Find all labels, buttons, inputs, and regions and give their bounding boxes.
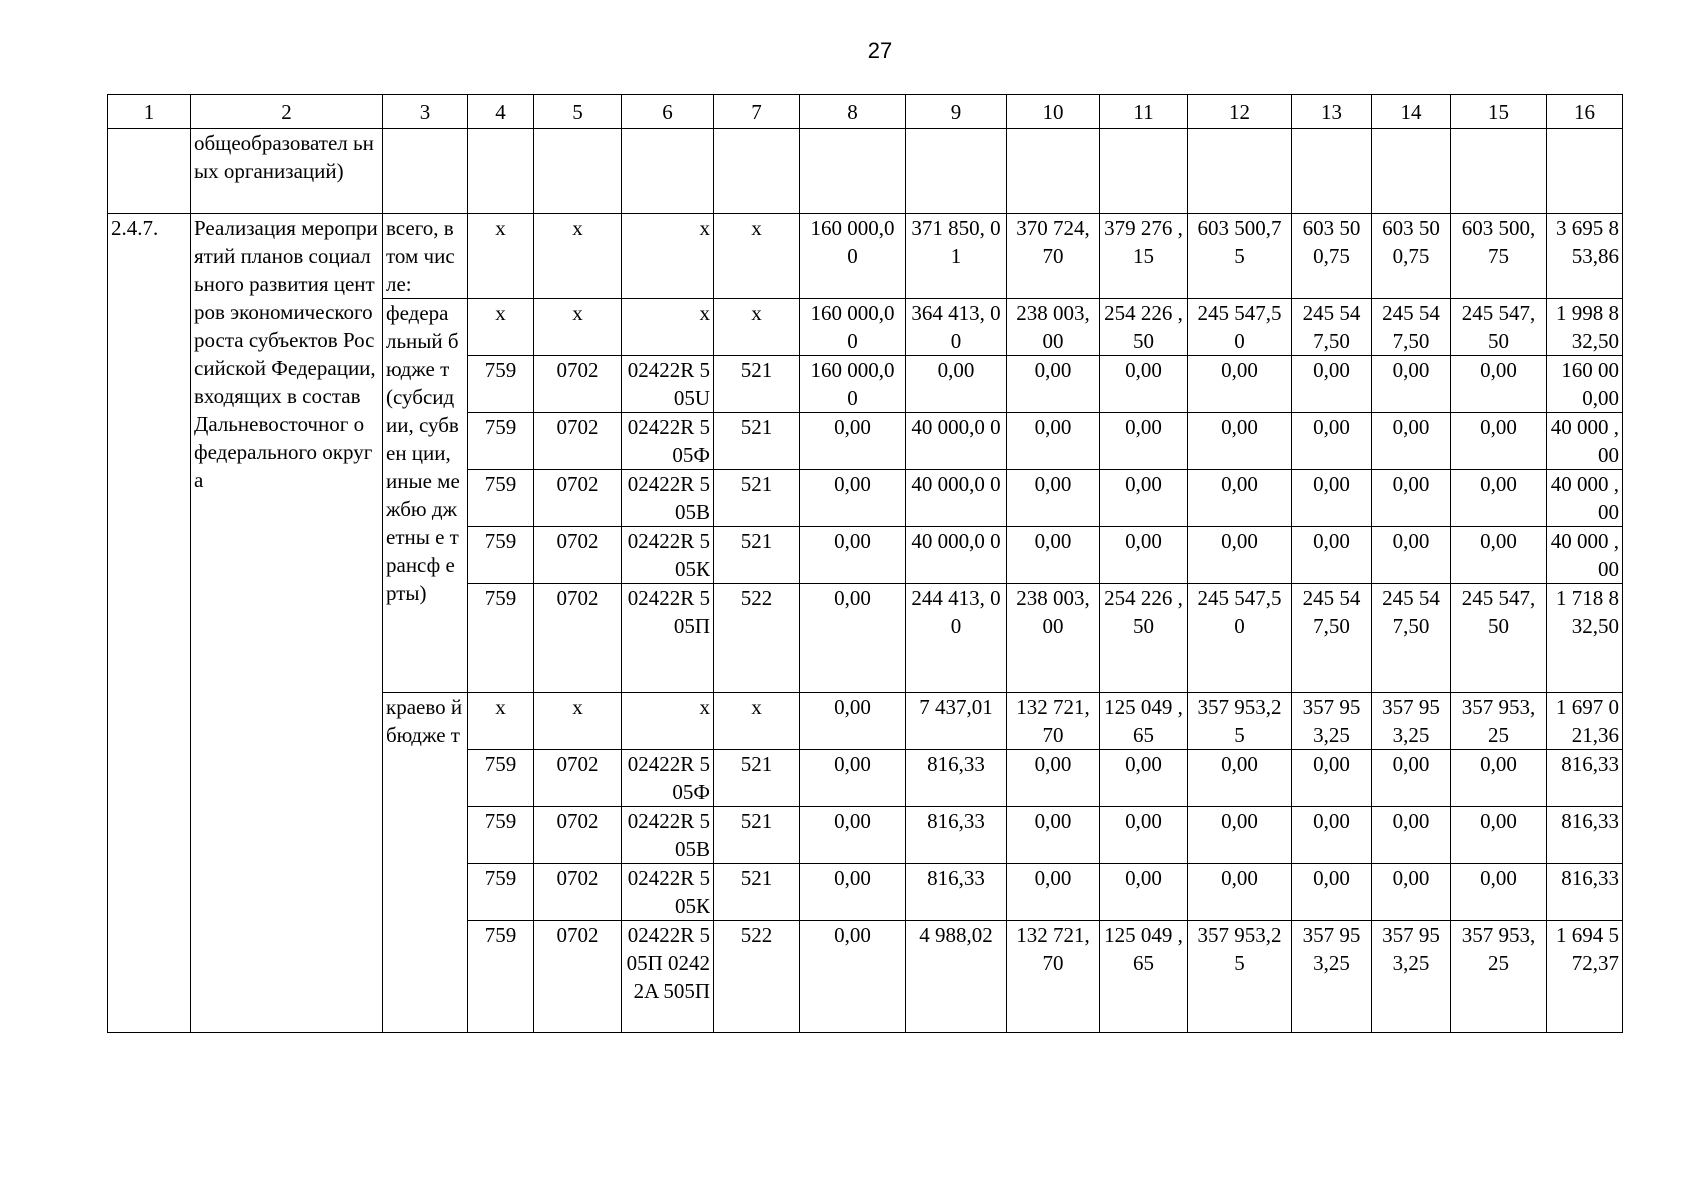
cell-col-8: 0,00 (800, 750, 906, 807)
cell-col-4: 759 (468, 356, 534, 413)
source-regional-cell: краево й бюдже т (383, 693, 468, 1033)
cell-col-5: 0702 (534, 413, 622, 470)
cell-col-4: 759 (468, 750, 534, 807)
cell-col-4: 759 (468, 864, 534, 921)
cell-col-9: 364 413, 00 (906, 299, 1007, 356)
cell-col-16: 160 00 0,00 (1547, 356, 1623, 413)
cell-col-4: x (468, 693, 534, 750)
cell-col-11: 0,00 (1100, 413, 1188, 470)
cell-col-13: 603 50 0,75 (1292, 214, 1372, 299)
cell-col-10: 0,00 (1007, 527, 1100, 584)
cell-col-12: 0,00 (1188, 807, 1292, 864)
cell-col-10: 0,00 (1007, 470, 1100, 527)
cell-col-15: 245 547, 50 (1451, 584, 1547, 693)
cell-col-16: 1 697 021,36 (1547, 693, 1623, 750)
header-cell: 16 (1547, 95, 1623, 129)
cell-col-8: 0,00 (800, 807, 906, 864)
table-cell (1292, 129, 1372, 214)
cell-col-10: 238 003, 00 (1007, 299, 1100, 356)
cell-col-7: x (714, 299, 800, 356)
cell-col-5: 0702 (534, 807, 622, 864)
cell-col-15: 357 953, 25 (1451, 693, 1547, 750)
table-cell (534, 129, 622, 214)
header-row (108, 95, 1623, 129)
table-cell (714, 129, 800, 214)
cell-col-6: 02422R 505В (622, 470, 714, 527)
budget-table (107, 94, 1623, 1033)
cell-col-7: 521 (714, 356, 800, 413)
cell-col-7: 521 (714, 864, 800, 921)
cell-col-8: 0,00 (800, 864, 906, 921)
table-cell (1372, 129, 1451, 214)
cell-col-4: x (468, 299, 534, 356)
table-cell (1100, 129, 1188, 214)
cell-col-9: 244 413, 00 (906, 584, 1007, 693)
cell-col-12: 0,00 (1188, 750, 1292, 807)
cell-col-7: 521 (714, 470, 800, 527)
cell-col-7: 521 (714, 750, 800, 807)
cell-col-5: 0702 (534, 356, 622, 413)
table-cell (108, 129, 191, 214)
cell-col-4: 759 (468, 584, 534, 693)
cell-col-4: 759 (468, 413, 534, 470)
cell-col-10: 0,00 (1007, 750, 1100, 807)
cell-col-11: 254 226 ,50 (1100, 584, 1188, 693)
cell-col-12: 357 953,2 5 (1188, 693, 1292, 750)
cell-col-12: 0,00 (1188, 527, 1292, 584)
cell-col-12: 245 547,5 0 (1188, 299, 1292, 356)
cell-col-14: 0,00 (1372, 470, 1451, 527)
cell-col-11: 0,00 (1100, 527, 1188, 584)
cell-col-14: 0,00 (1372, 864, 1451, 921)
cell-col-16: 40 000 ,00 (1547, 413, 1623, 470)
cell-col-6: x (622, 693, 714, 750)
cell-col-16: 1 694 572,37 (1547, 921, 1623, 1033)
cell-col-8: 160 000,0 0 (800, 356, 906, 413)
cell-col-6: 02422R 505П 02422A 505П (622, 921, 714, 1033)
cell-col-12: 0,00 (1188, 864, 1292, 921)
cell-col-15: 0,00 (1451, 413, 1547, 470)
header-cell: 3 (383, 95, 468, 129)
cell-col-15: 0,00 (1451, 527, 1547, 584)
cell-col-12: 0,00 (1188, 470, 1292, 527)
cell-col-16: 1 718 832,50 (1547, 584, 1623, 693)
table-cell (1007, 129, 1100, 214)
cell-col-6: 02422R 505Ф (622, 750, 714, 807)
cell-col-8: 160 000,0 0 (800, 214, 906, 299)
cell-col-13: 245 54 7,50 (1292, 584, 1372, 693)
cell-col-15: 0,00 (1451, 470, 1547, 527)
cell-col-16: 816,33 (1547, 864, 1623, 921)
header-cell: 11 (1100, 95, 1188, 129)
cell-col-10: 238 003, 00 (1007, 584, 1100, 693)
cell-col-10: 0,00 (1007, 864, 1100, 921)
cell-col-14: 0,00 (1372, 807, 1451, 864)
cell-col-11: 0,00 (1100, 807, 1188, 864)
cell-col-11: 125 049 ,65 (1100, 921, 1188, 1033)
cell-col-8: 0,00 (800, 527, 906, 584)
cell-col-16: 816,33 (1547, 807, 1623, 864)
cell-col-6: x (622, 214, 714, 299)
cell-col-14: 0,00 (1372, 356, 1451, 413)
cell-col-10: 0,00 (1007, 413, 1100, 470)
cell-col-15: 603 500, 75 (1451, 214, 1547, 299)
cell-col-5: x (534, 693, 622, 750)
header-cell: 7 (714, 95, 800, 129)
cell-col-14: 245 54 7,50 (1372, 299, 1451, 356)
source-total-cell: всего, в том числе: (383, 214, 468, 299)
cell-col-13: 0,00 (1292, 470, 1372, 527)
header-cell: 4 (468, 95, 534, 129)
header-cell: 8 (800, 95, 906, 129)
cell-col-13: 0,00 (1292, 356, 1372, 413)
table-cell (1451, 129, 1547, 214)
cell-col-5: 0702 (534, 921, 622, 1033)
cell-col-7: 522 (714, 921, 800, 1033)
cell-col-4: 759 (468, 527, 534, 584)
cell-col-9: 40 000,0 0 (906, 527, 1007, 584)
cell-col-13: 0,00 (1292, 750, 1372, 807)
table-row (108, 214, 1623, 299)
cell-col-6: x (622, 299, 714, 356)
item-name-cell: Реализация мероприятий планов социального развития центров экономического роста субъектов Российской Федерации, входящих в состав Дальневосточног о федерального округа (191, 214, 383, 1033)
cell-col-11: 125 049 ,65 (1100, 693, 1188, 750)
cell-col-8: 0,00 (800, 921, 906, 1033)
cell-col-7: 521 (714, 413, 800, 470)
page-number: 27 (867, 38, 893, 63)
cell-col-9: 40 000,0 0 (906, 470, 1007, 527)
cell-col-6: 02422R 505К (622, 864, 714, 921)
cell-col-15: 245 547, 50 (1451, 299, 1547, 356)
cell-col-16: 40 000 ,00 (1547, 527, 1623, 584)
cell-col-14: 0,00 (1372, 527, 1451, 584)
cell-col-15: 357 953, 25 (1451, 921, 1547, 1033)
cell-col-10: 132 721, 70 (1007, 921, 1100, 1033)
cell-col-5: 0702 (534, 750, 622, 807)
table-cell (1188, 129, 1292, 214)
cell-col-6: 02422R 505Ф (622, 413, 714, 470)
cell-col-10: 370 724, 70 (1007, 214, 1100, 299)
cell-col-9: 40 000,0 0 (906, 413, 1007, 470)
cell-col-9: 371 850, 01 (906, 214, 1007, 299)
cell-col-5: 0702 (534, 470, 622, 527)
cell-col-13: 0,00 (1292, 527, 1372, 584)
table-cell (383, 129, 468, 214)
cell-col-11: 0,00 (1100, 750, 1188, 807)
cell-col-4: 759 (468, 921, 534, 1033)
header-cell: 1 (108, 95, 191, 129)
cell-col-7: 521 (714, 527, 800, 584)
cell-col-7: 522 (714, 584, 800, 693)
cell-col-11: 254 226 ,50 (1100, 299, 1188, 356)
cell-col-7: x (714, 214, 800, 299)
cell-col-4: 759 (468, 807, 534, 864)
cell-col-13: 357 95 3,25 (1292, 921, 1372, 1033)
table-cell (1547, 129, 1623, 214)
cell-col-13: 357 95 3,25 (1292, 693, 1372, 750)
cell-col-9: 816,33 (906, 807, 1007, 864)
cell-col-9: 0,00 (906, 356, 1007, 413)
cell-col-10: 0,00 (1007, 807, 1100, 864)
continued-name-cell: общеобразовател ьных организаций) (191, 129, 383, 214)
header-cell: 9 (906, 95, 1007, 129)
cell-col-16: 40 000 ,00 (1547, 470, 1623, 527)
cell-col-8: 0,00 (800, 470, 906, 527)
cell-col-14: 357 95 3,25 (1372, 921, 1451, 1033)
cell-col-12: 245 547,5 0 (1188, 584, 1292, 693)
cell-col-8: 0,00 (800, 584, 906, 693)
cell-col-11: 0,00 (1100, 470, 1188, 527)
cell-col-14: 245 54 7,50 (1372, 584, 1451, 693)
cell-col-12: 357 953,2 5 (1188, 921, 1292, 1033)
cell-col-9: 4 988,02 (906, 921, 1007, 1033)
cell-col-15: 0,00 (1451, 864, 1547, 921)
cell-col-11: 0,00 (1100, 356, 1188, 413)
table-cell (622, 129, 714, 214)
cell-col-5: 0702 (534, 584, 622, 693)
cell-col-14: 357 95 3,25 (1372, 693, 1451, 750)
cell-col-16: 1 998 832,50 (1547, 299, 1623, 356)
cell-col-12: 0,00 (1188, 413, 1292, 470)
cell-col-15: 0,00 (1451, 807, 1547, 864)
cell-col-13: 245 54 7,50 (1292, 299, 1372, 356)
table-cell (906, 129, 1007, 214)
cell-col-14: 0,00 (1372, 413, 1451, 470)
cell-col-6: 02422R 505В (622, 807, 714, 864)
cell-col-11: 0,00 (1100, 864, 1188, 921)
cell-col-7: 521 (714, 807, 800, 864)
continuation-row (108, 129, 1623, 214)
cell-col-7: x (714, 693, 800, 750)
cell-col-5: x (534, 214, 622, 299)
cell-col-16: 816,33 (1547, 750, 1623, 807)
cell-col-12: 0,00 (1188, 356, 1292, 413)
header-cell: 13 (1292, 95, 1372, 129)
header-cell: 6 (622, 95, 714, 129)
cell-col-8: 160 000,0 0 (800, 299, 906, 356)
header-cell: 14 (1372, 95, 1451, 129)
cell-col-15: 0,00 (1451, 356, 1547, 413)
cell-col-5: x (534, 299, 622, 356)
cell-col-6: 02422R 505U (622, 356, 714, 413)
cell-col-12: 603 500,7 5 (1188, 214, 1292, 299)
cell-col-11: 379 276 ,15 (1100, 214, 1188, 299)
cell-col-9: 7 437,01 (906, 693, 1007, 750)
cell-col-4: x (468, 214, 534, 299)
header-cell: 2 (191, 95, 383, 129)
cell-col-9: 816,33 (906, 750, 1007, 807)
cell-col-8: 0,00 (800, 413, 906, 470)
table-cell (800, 129, 906, 214)
cell-col-10: 0,00 (1007, 356, 1100, 413)
cell-col-13: 0,00 (1292, 807, 1372, 864)
cell-col-9: 816,33 (906, 864, 1007, 921)
cell-col-13: 0,00 (1292, 413, 1372, 470)
cell-col-5: 0702 (534, 864, 622, 921)
cell-col-4: 759 (468, 470, 534, 527)
table-cell (468, 129, 534, 214)
cell-col-8: 0,00 (800, 693, 906, 750)
cell-col-6: 02422R 505П (622, 584, 714, 693)
cell-col-14: 603 50 0,75 (1372, 214, 1451, 299)
header-cell: 12 (1188, 95, 1292, 129)
cell-col-5: 0702 (534, 527, 622, 584)
header-cell: 5 (534, 95, 622, 129)
cell-col-13: 0,00 (1292, 864, 1372, 921)
cell-col-10: 132 721, 70 (1007, 693, 1100, 750)
cell-col-6: 02422R 505К (622, 527, 714, 584)
header-cell: 15 (1451, 95, 1547, 129)
cell-col-16: 3 695 853,86 (1547, 214, 1623, 299)
cell-col-15: 0,00 (1451, 750, 1547, 807)
item-code-cell: 2.4.7. (108, 214, 191, 1033)
source-federal-cell: федера льный бюдже т (субсид ии, субвен ции, иные межбю джетны е трансф ерты) (383, 299, 468, 693)
cell-col-14: 0,00 (1372, 750, 1451, 807)
header-cell: 10 (1007, 95, 1100, 129)
